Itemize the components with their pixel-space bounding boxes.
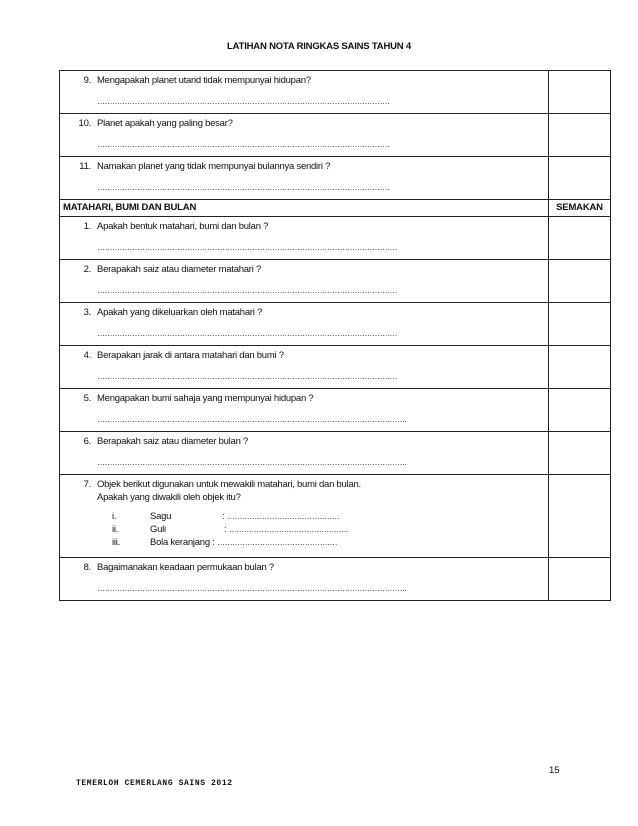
check-cell[interactable] [549, 217, 611, 260]
option-answer-line[interactable]: ……………………………………… [226, 512, 340, 521]
question-text: Apakah bentuk matahari, bumi dan bulan ? [97, 221, 269, 232]
question-text: Berapakah saiz atau diameter bulan ? [97, 436, 249, 447]
option-label: Guli [150, 524, 166, 535]
check-cell[interactable] [549, 71, 611, 114]
answer-line[interactable]: ………………………………………………………………………………………………………… [97, 372, 397, 381]
answer-line[interactable]: ………………………………………………………………………………………………………… [97, 286, 397, 295]
question-row [60, 217, 611, 260]
option-numeral: i. [112, 511, 117, 522]
option-answer-line[interactable]: ………………………………………… [228, 525, 349, 534]
check-cell[interactable] [549, 432, 611, 475]
question-row [60, 389, 611, 432]
question-number: 3. [83, 307, 91, 318]
option-separator: : [222, 511, 225, 522]
question-text: Apakah yang dikeluarkan oleh matahari ? [97, 307, 263, 318]
option-row [112, 523, 548, 536]
footer-text: TEMERLOH CEMERLANG SAINS 2012 [76, 779, 233, 788]
answer-line[interactable]: ……………………………………………………………………………………………………… [97, 183, 390, 192]
question-text: Berapakah saiz atau diameter matahari ? [97, 264, 261, 275]
section-header-row [60, 200, 611, 217]
check-cell[interactable] [549, 389, 611, 432]
question-text: Mengapakah planet utarid tidak mempunyai hidupan? [97, 75, 311, 86]
question-subtext: Apakah yang diwakili oleh objek itu? [97, 492, 241, 503]
check-column-heading: SEMAKAN [549, 200, 611, 217]
check-cell[interactable] [549, 260, 611, 303]
question-text: Berapakan jarak di antara matahari dan bumi ? [97, 350, 284, 361]
option-row [112, 536, 548, 549]
option-numeral: iii. [112, 537, 120, 548]
options-list [60, 504, 548, 557]
question-row [60, 475, 611, 558]
question-number: 4. [83, 350, 91, 361]
check-cell[interactable] [549, 114, 611, 157]
question-number: 11. [79, 161, 91, 172]
question-row [60, 303, 611, 346]
answer-line[interactable]: ……………………………………………………………………………………………………… [97, 140, 390, 149]
question-row [60, 71, 611, 114]
option-label: Bola keranjang [150, 537, 210, 548]
answer-line[interactable]: ………………………………………………………………………………………………………… [97, 243, 397, 252]
question-text: Mengapakan bumi sahaja yang mempunyai hidupan ? [97, 393, 314, 404]
question-number: 6. [83, 436, 91, 447]
answer-line[interactable]: ……………………………………………………………………………………………………… [97, 97, 390, 106]
question-number: 7. [83, 479, 91, 490]
answer-line[interactable]: ………………………………………………………………………………………………………… [97, 329, 397, 338]
question-number: 10. [78, 118, 91, 129]
question-row [60, 432, 611, 475]
check-cell[interactable] [549, 346, 611, 389]
question-row [60, 346, 611, 389]
question-number: 9. [83, 75, 91, 86]
question-text: Objek berikut digunakan untuk mewakili matahari, bumi dan bulan. [97, 479, 361, 490]
check-cell[interactable] [549, 157, 611, 200]
question-text: Planet apakah yang paling besar? [97, 118, 233, 129]
answer-line[interactable]: ……………………………………………………………………………………………………………. [97, 415, 407, 424]
question-text: Namakan planet yang tidak mempunyai bulannya sendiri ? [97, 161, 331, 172]
worksheet-table [59, 70, 611, 601]
page-title: LATIHAN NOTA RINGKAS SAINS TAHUN 4 [227, 41, 411, 52]
question-row [60, 260, 611, 303]
option-label: Sagu [150, 511, 172, 522]
question-number: 2. [83, 264, 91, 275]
question-row [60, 558, 611, 601]
answer-line[interactable]: ……………………………………………………………………………………………………………. [97, 458, 407, 467]
answer-line[interactable]: ……………………………………………………………………………………………………………. [97, 584, 407, 593]
question-text: Bagaimanakan keadaan permukaan bulan ? [97, 562, 274, 573]
question-number: 5. [83, 393, 91, 404]
question-number: 1. [83, 221, 91, 232]
option-separator: : [224, 524, 227, 535]
option-numeral: ii. [112, 524, 119, 535]
question-row [60, 114, 611, 157]
check-cell[interactable] [549, 475, 611, 558]
page-number: 15 [549, 765, 560, 776]
option-answer-line[interactable]: ………………………………………… [217, 538, 338, 547]
option-separator: : [212, 537, 215, 548]
question-row [60, 157, 611, 200]
option-row [112, 510, 548, 523]
check-cell[interactable] [549, 558, 611, 601]
check-cell[interactable] [549, 303, 611, 346]
section-heading: MATAHARI, BUMI DAN BULAN [60, 200, 549, 217]
question-number: 8. [83, 562, 91, 573]
